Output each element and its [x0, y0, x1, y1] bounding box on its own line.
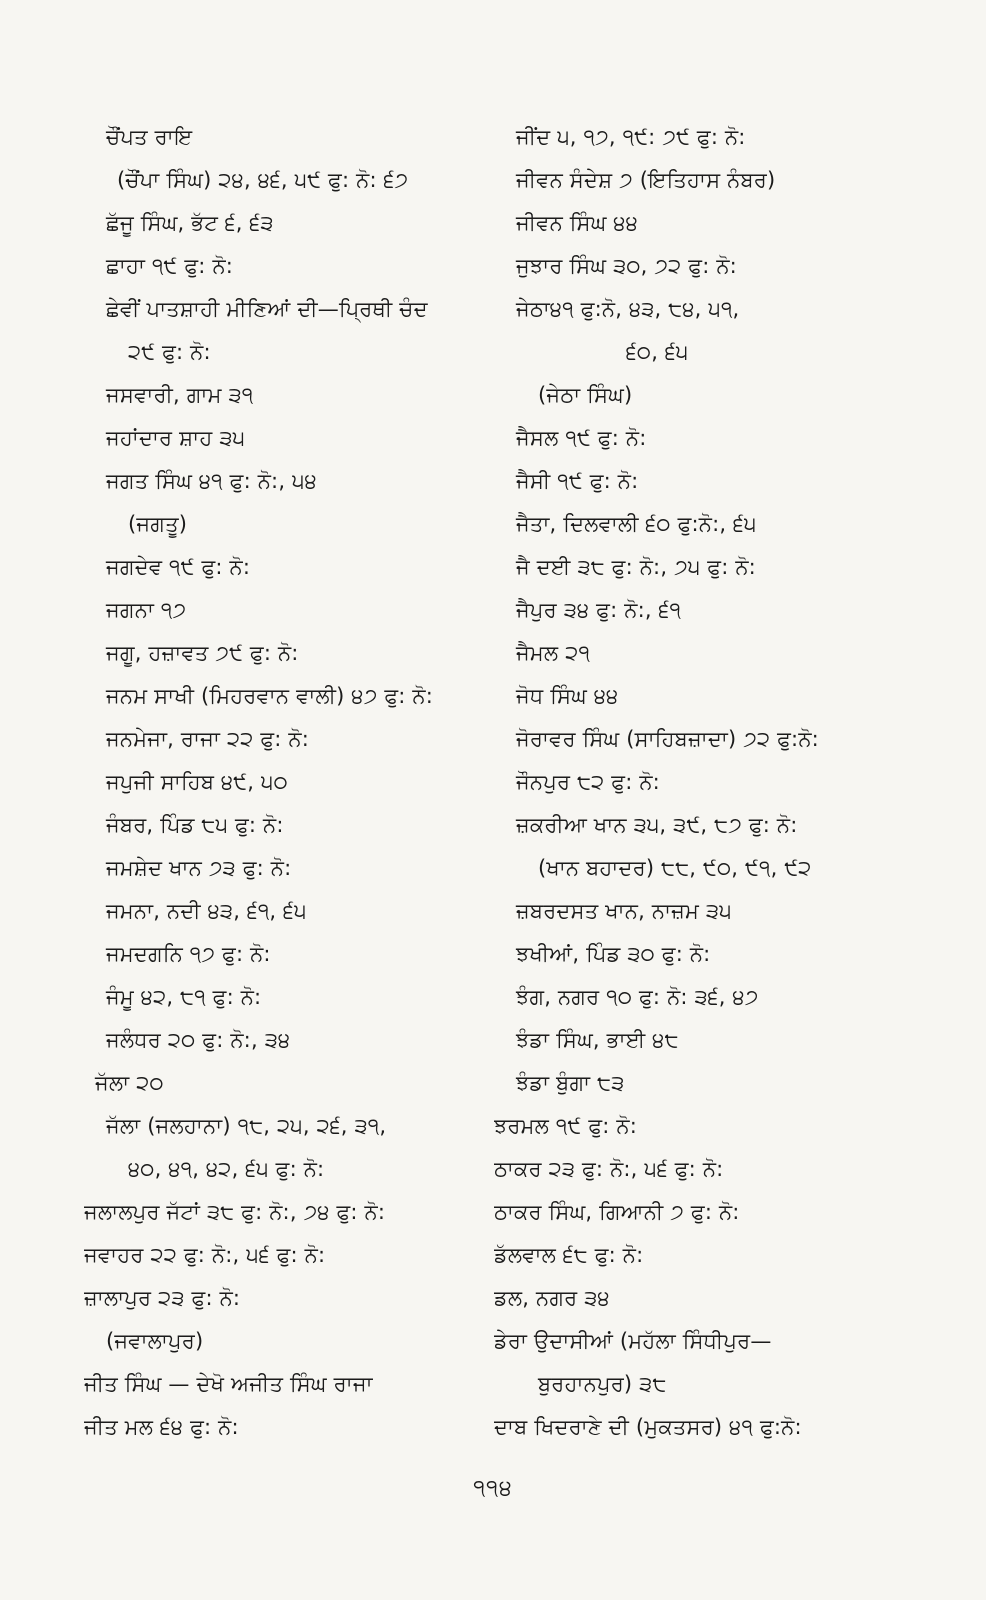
index-entry: ਜੌਨਪੁਰ ੮੨ ਫੁ: ਨੋ:	[516, 770, 660, 794]
index-entry: ਦਾਬ ਖਿਦਰਾਣੇ ਦੀ (ਮੁਕਤਸਰ) ੪੧ ਫੁ:ਨੋ:	[494, 1415, 802, 1439]
index-column-left	[84, 116, 494, 1449]
index-entry: ਜੰਮੂ ੪੨, ੮੧ ਫੁ: ਨੋ:	[106, 985, 262, 1009]
index-entry: ਜਪੁਜੀ ਸਾਹਿਬ ੪੯, ੫੦	[106, 770, 288, 794]
index-entry: ਡੇਰਾ ਉਦਾਸੀਆਂ (ਮਹੱਲਾ ਸਿੰਧੀਪੁਰ—	[494, 1329, 772, 1353]
index-entry: ਜੋਧ ਸਿੰਘ ੪੪	[516, 684, 619, 708]
index-entry: (ਜੇਠਾ ਸਿੰਘ)	[538, 383, 633, 407]
index-entry: (ਚੌਂਪਾ ਸਿੰਘ) ੨੪, ੪੬, ੫੯ ਫੁ: ਨੋ: ੬੭	[117, 168, 409, 192]
index-entry: ਜਗਤ ਸਿੰਘ ੪੧ ਫੁ: ਨੋ:, ੫੪	[106, 469, 317, 493]
index-entry: ਡੱਲਵਾਲ ੬੮ ਫੁ: ਨੋ:	[494, 1243, 644, 1267]
index-entry: (ਖਾਨ ਬਹਾਦਰ) ੮੮, ੯੦, ੯੧, ੯੨	[538, 856, 812, 880]
index-entry: ਜੇਠਾ੪੧ ਫੁ:ਨੋ, ੪੩, ੮੪, ੫੧,	[516, 297, 740, 321]
index-entry: ਜਨਮ ਸਾਖੀ (ਮਿਹਰਵਾਨ ਵਾਲੀ) ੪੭ ਫੁ: ਨੋ:	[106, 684, 433, 708]
index-column-right	[494, 116, 904, 1449]
index-entry: (ਜਵਾਲਾਪੁਰ)	[106, 1329, 204, 1353]
index-entry: ਜੀਂਦ ੫, ੧੭, ੧੯: ੭੯ ਫੁ: ਨੋ:	[516, 125, 746, 149]
index-entry: ਜੰਬਰ, ਪਿੰਡ ੮੫ ਫੁ: ਨੋ:	[106, 813, 284, 837]
index-entry: ਝੰਗ, ਨਗਰ ੧੦ ਫੁ: ਨੋ: ੩੬, ੪੭	[516, 985, 759, 1009]
index-entry: (ਜਗਤੂ)	[128, 512, 188, 536]
index-entry: ਛੇਵੀਂ ਪਾਤਸ਼ਾਹੀ ਮੀਣਿਆਂ ਦੀ—ਪ੍ਰਿਥੀ ਚੰਦ	[106, 297, 428, 321]
index-entry: ੬੦, ੬੫	[626, 340, 689, 364]
index-entry: ਜ਼ਕਰੀਆ ਖਾਨ ੩੫, ੩੯, ੮੭ ਫੁ: ਨੋ:	[516, 813, 798, 837]
index-entry: ਛਾਹਾ ੧੯ ਫੁ: ਨੋ:	[106, 254, 234, 278]
index-entry: ਜਨਮੇਜਾ, ਰਾਜਾ ੨੨ ਫੁ: ਨੋ:	[106, 727, 310, 751]
index-entry: ਜਮਸ਼ੇਦ ਖਾਨ ੭੩ ਫੁ: ਨੋ:	[106, 856, 292, 880]
index-entry: ਜ਼ਾਲਾਪੁਰ ੨੩ ਫੁ: ਨੋ:	[84, 1286, 241, 1310]
index-entry: ਚੌਂਪਤ ਰਾਇ	[106, 125, 193, 149]
index-entry: ਜਲਾਲਪੁਰ ਜੱਟਾਂ ੩੮ ਫੁ: ਨੋ:, ੭੪ ਫੁ: ਨੋ:	[84, 1200, 386, 1224]
index-entry: ਜਹਾਂਦਾਰ ਸ਼ਾਹ ੩੫	[106, 426, 246, 450]
index-entry: ਛੱਜੂ ਸਿੰਘ, ਭੱਟ ੬, ੬੩	[106, 211, 274, 235]
index-entry: ਜਵਾਹਰ ੨੨ ਫੁ: ਨੋ:, ੫੬ ਫੁ: ਨੋ:	[84, 1243, 326, 1267]
index-entry: ਜੈਸੀ ੧੯ ਫੁ: ਨੋ:	[516, 469, 639, 493]
index-entry: ਜੋਰਾਵਰ ਸਿੰਘ (ਸਾਹਿਬਜ਼ਾਦਾ) ੭੨ ਫੁ:ਨੋ:	[516, 727, 819, 751]
index-entry: ੨੯ ਫੁ: ਨੋ:	[128, 340, 211, 364]
page-number: ੧੧੪	[473, 1476, 513, 1501]
index-entry: ਝਰਮਲ ੧੯ ਫੁ: ਨੋ:	[494, 1114, 638, 1138]
index-entry: ਡਲ, ਨਗਰ ੩੪	[494, 1286, 610, 1310]
index-entry: ਬੁਰਹਾਨਪੁਰ) ੩੮	[538, 1372, 667, 1396]
index-entry: ਜਗੂ, ਹਜ਼ਾਵਤ ੭੯ ਫੁ: ਨੋ:	[106, 641, 299, 665]
index-entry: ਜਸਵਾਰੀ, ਗਾਮ ੩੧	[106, 383, 254, 407]
index-entry: ਜਮਨਾ, ਨਦੀ ੪੩, ੬੧, ੬੫	[106, 899, 307, 923]
index-entry: ਝੰਡਾ ਸਿੰਘ, ਭਾਈ ੪੮	[516, 1028, 679, 1052]
index-entry: ਜੈਮਲ ੨੧	[516, 641, 591, 665]
index-entry: ਝੰਡਾ ਬੁੰਗਾ ੮੩	[516, 1071, 625, 1095]
index-entry: ਜੱਲਾ ੨੦	[95, 1071, 164, 1095]
index-entry: ਠਾਕਰ ਸਿੰਘ, ਗਿਆਨੀ ੭ ਫੁ: ਨੋ:	[494, 1200, 740, 1224]
index-entry: ਜ਼ਬਰਦਸਤ ਖਾਨ, ਨਾਜ਼ਮ ੩੫	[516, 899, 732, 923]
index-entry: ਜਗਦੇਵ ੧੯ ਫੁ: ਨੋ:	[106, 555, 251, 579]
index-entry: ਝਖੀਆਂ, ਪਿੰਡ ੩੦ ਫੁ: ਨੋ:	[516, 942, 711, 966]
index-entry: ਜੀਤ ਸਿੰਘ — ਦੇਖੋ ਅਜੀਤ ਸਿੰਘ ਰਾਜਾ	[84, 1372, 373, 1396]
index-entry: ਜੈਪੁਰ ੩੪ ਫੁ: ਨੋ:, ੬੧	[516, 598, 682, 622]
index-entry: ਜੀਤ ਮਲ ੬੪ ਫੁ: ਨੋ:	[84, 1415, 239, 1439]
index-entry: ਜੈਸਲ ੧੯ ਫੁ: ਨੋ:	[516, 426, 647, 450]
index-entry: ਜੁਝਾਰ ਸਿੰਘ ੩੦, ੭੨ ਫੁ: ਨੋ:	[516, 254, 737, 278]
index-entry: ਜੈਤਾ, ਦਿਲਵਾਲੀ ੬੦ ਫੁ:ਨੋ:, ੬੫	[516, 512, 757, 536]
index-entry: ਜੱਲਾ (ਜਲਹਾਨਾ) ੧੮, ੨੫, ੨੬, ੩੧,	[106, 1114, 387, 1138]
index-entry: ਜੀਵਨ ਸੰਦੇਸ਼ ੭ (ਇਤਿਹਾਸ ਨੰਬਰ)	[516, 168, 776, 192]
index-entry: ਜਲੰਧਰ ੨੦ ਫੁ: ਨੋ:, ੩੪	[106, 1028, 291, 1052]
index-entry: ੪੦, ੪੧, ੪੨, ੬੫ ਫੁ: ਨੋ:	[128, 1157, 325, 1181]
index-entry: ਜਗਨਾ ੧੭	[106, 598, 187, 622]
index-entry: ਠਾਕਰ ੨੩ ਫੁ: ਨੋ:, ੫੬ ਫੁ: ਨੋ:	[494, 1157, 724, 1181]
index-entry: ਜਮਦਗਨਿ ੧੭ ਫੁ: ਨੋ:	[106, 942, 271, 966]
index-entry: ਜੈ ਦਈ ੩੮ ਫੁ: ਨੋ:, ੭੫ ਫੁ: ਨੋ:	[516, 555, 756, 579]
index-entry: ਜੀਵਨ ਸਿੰਘ ੪੪	[516, 211, 639, 235]
